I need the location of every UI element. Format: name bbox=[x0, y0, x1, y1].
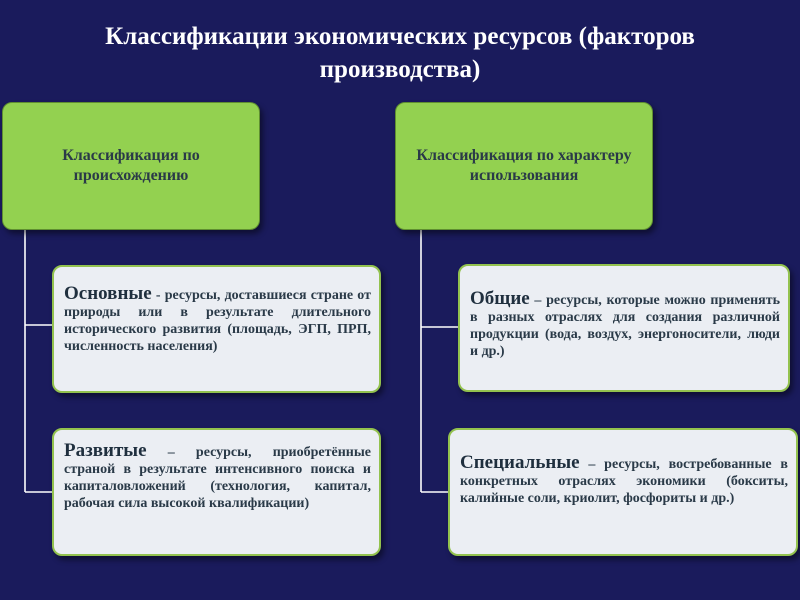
item-term: Общие bbox=[470, 288, 530, 309]
right-item-general bbox=[458, 264, 790, 392]
item-description: – ресурсы, приобретённые страной в результате интенсивного поиска и капиталовложений (технология, капитал, рабочая сила высокой квалификации) bbox=[64, 445, 371, 511]
slide-title: Классификации экономических ресурсов (факторов производства) bbox=[105, 23, 695, 83]
right-item-special bbox=[448, 428, 798, 556]
item-description: - ресурсы, доставшиеся стране от природы или в результате длительного исторического развития (площадь, ЭГП, ПРП, численность населения) bbox=[64, 288, 371, 354]
item-description: – ресурсы, которые можно применять в разных отраслях для создания различной продукции (вода, воздух, энергоносители, люди и др.) bbox=[470, 293, 780, 359]
item-description: – ресурсы, востребованные в конкретных отраслях экономики (бокситы, калийные соли, криолит, фосфориты и др.) bbox=[460, 457, 788, 506]
right-header-box: Классификация по характеру использования bbox=[395, 102, 653, 230]
item-term: Основные bbox=[64, 283, 152, 304]
item-term: Развитые bbox=[64, 440, 147, 461]
item-term: Специальные bbox=[460, 452, 580, 473]
left-item-developed bbox=[52, 428, 381, 556]
left-item-basic bbox=[52, 265, 381, 393]
left-header-box: Классификация по происхождению bbox=[2, 102, 260, 230]
